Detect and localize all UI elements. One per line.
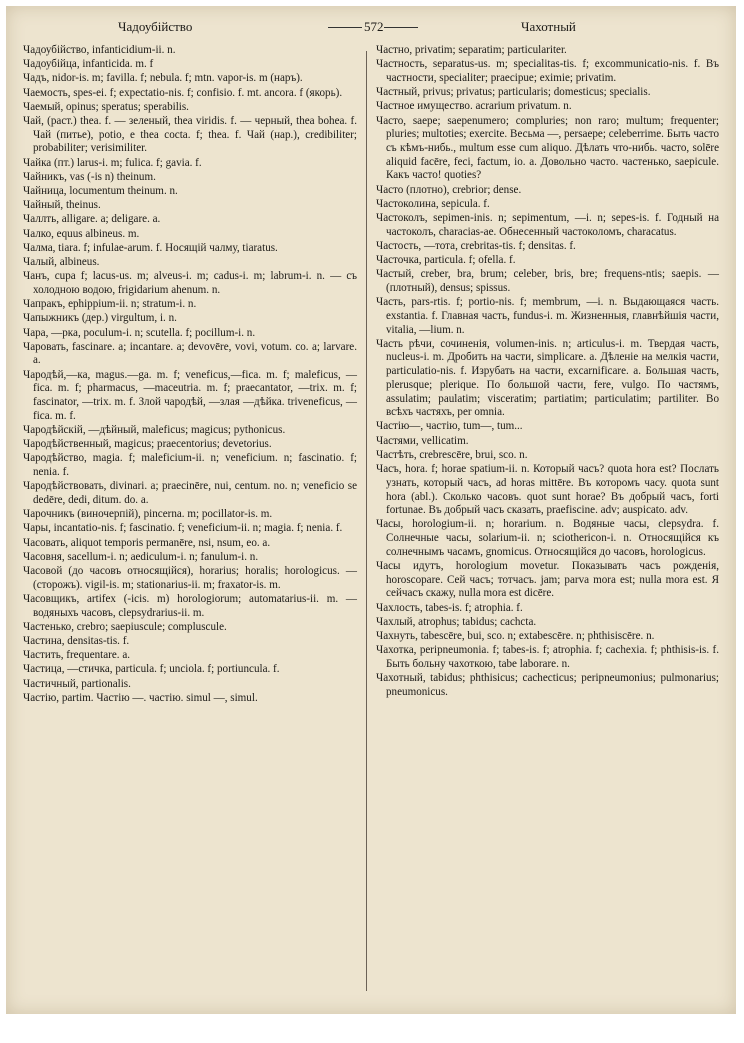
dictionary-entry: Чары, incantatio-nis. f; fascinatio. f; veneficium-ii. n; magia. f; nenia. f. (23, 522, 343, 535)
dictionary-entry: Чарочникъ (виночерпій), pincerna. m; pocillator-is. m. (23, 508, 273, 521)
dictionary-entry: Частенько, crebro; saepiuscule; compluscule. (23, 620, 227, 633)
right-column (376, 44, 719, 700)
dictionary-entry: Часовой (до часовъ относящійся), horarius; horalis; horologicus. — (сторожъ). vigil-is. m; stationarius-ii. m; fraxator-is. m. (23, 565, 357, 591)
dictionary-entry: Чалый, albineus. (23, 256, 100, 269)
dictionary-entry: Чародѣйственный, magicus; praecentorius; devetorius. (23, 438, 272, 451)
dictionary-entry: Частость, —тота, crebritas-tis. f; densitas. f. (376, 239, 576, 252)
dictionary-entry: Частичный, partionalis. (23, 677, 131, 690)
dictionary-entry: Часы идутъ, horologium movetur. Показывать часъ рожденія, horoscopare. Сей часъ; тотчасъ. jam; parva mora est; nulla mora est. Я сейчасъ скажу, nulla mora est dicēre. (376, 560, 719, 600)
dictionary-entry: Часть, pars-rtis. f; portio-nis. f; membrum, —i. n. Выдающаяся часть. exstantia. f. Главная часть, fundus-i. m. Жизненныя, главнѣйшія части, vitalia, —lium. n. (376, 296, 719, 336)
dictionary-entry: Чайница, locumentum theinum. n. (23, 185, 178, 198)
dictionary-entry: Чародѣйство, magia. f; maleficium-ii. n; veneficium. n; fascinatio. f; nenia. f. (23, 452, 357, 479)
dictionary-entry: Чалма, tiara. f; infulae-arum. f. Носящій чалму, tiaratus. (23, 241, 278, 254)
dictionary-entry: Частоколъ, sepimen-inis. n; sepimentum, —i. n; sepes-is. f. Годный на частоколъ, characias-ae. Обнесенный частоколомъ, characatus. (376, 211, 719, 238)
dictionary-entry: Чайный, theinus. (23, 199, 101, 212)
dictionary-entry: Частый, creber, bra, brum; celeber, bris, bre; frequens-ntis; saepis. — (плотный), densus; spissus. (376, 268, 719, 294)
dictionary-entry: Чайка (пт.) larus-i. m; fulica. f; gavia. f. (23, 156, 202, 169)
dictionary-entry: Чародѣй,—ка, magus.—ga. m. f; veneficus,—fica. m. f; maleficus, —fica. m. f; pharmacus, —maceutria. m. f; praecantator, —trix. m. f; fascinator, —trix. m. f. Злой чародѣй, —злая —дѣйка. triveneficus, —fica. m. f. (23, 368, 357, 422)
left-column (23, 44, 357, 706)
dictionary-entry: Часовать, aliquot temporis permanēre, nsi, nsum, eo. a. (23, 536, 271, 549)
dictionary-entry: Чанъ, cupa f; lacus-us. m; alveus-i. m; cadus-i. m; labrum-i. n. — съ холодною водою, frigidarium ahenum. n. (23, 270, 357, 296)
dictionary-entry: Чаллть, alligare. a; deligare. a. (23, 213, 161, 226)
right-running-head: Чахотный (521, 19, 576, 34)
dictionary-entry: Часточка, particula. f; ofella. f. (376, 254, 516, 267)
dictionary-entry: Частное имущество. acrarium privatum. n. (376, 100, 572, 113)
dictionary-entry: Частность, separatus-us. m; specialitas-tis. f; excommunicatio-nis. f. Въ частности, specialiter; praecipue; eximie; privatim. (376, 58, 719, 84)
dictionary-entry: Чахлость, tabes-is. f; atrophia. f. (376, 601, 523, 614)
header-rule-right (384, 27, 418, 28)
dictionary-entry: Чародѣйствовать, divinari. a; praecinēre, nui, centum. no. n; veneficio se dedēre, dedi, ditum. do. a. (23, 480, 357, 506)
dictionary-entry: Чадъ, nidor-is. m; favilla. f; nebula. f; mtn. vapor-is. m (наръ). (23, 72, 303, 85)
dictionary-entry: Часъ, hora. f; horae spatium-ii. n. Который часъ? quota hora est? Послать узнать, который часъ, ad horas mittēre. Въ которомъ часу. quota sunt hora (abl.). Сколько часовъ. quot sunt horae? Въ добрый часъ, forti fortunae. Въ добрый часъ сказать, praefiscine. adv; auspicato. adv. (376, 463, 719, 517)
dictionary-entry: Чахотный, tabidus; phthisicus; cachecticus; peripneumonius; pulmonarius; pneumonicus. (376, 672, 719, 698)
dictionary-entry: Чадоубійца, infanticida. m. f (23, 58, 154, 71)
dictionary-entry: Частями, vellicatim. (376, 434, 469, 447)
dictionary-entry: Часть рѣчи, сочиненія, volumen-inis. n; articulus-i. m. Твердая часть, nucleus-i. m. Дробить на части, simplicare. a. Дѣленіе на мелкія части, particulatio-nis. f. Изрубать на части, excarnificare. a. Большая часть, plerusque; plerique. По большой части, fere, vulgo. По частямъ, assulatim; paulatim; visceratim; partiatim; particulatim; partiliter. Во всѣхъ частяхъ, per omnia. (376, 337, 719, 419)
dictionary-entry: Частію—, частію, tum—, tum... (376, 420, 523, 433)
dictionary-entry: Частоколина, sepicula. f. (376, 197, 490, 210)
dictionary-entry: Часы, horologium-ii. n; horarium. n. Водяные часы, clepsydra. f. Солнечные часы, solarium-ii. n; sciothericon-i. n. Относящійся къ солнечнымъ часамъ, gnomicus. Относящійся до часовъ, horologicus. (376, 518, 719, 558)
dictionary-entry: Чахотка, peripneumonia. f; tabes-is. f; atrophia. f; cachexia. f; phthisis-is. f. Быть больну чахоткою, tabe laborare. n. (376, 644, 719, 670)
dictionary-page (6, 6, 736, 1014)
dictionary-entry: Чапыжникъ (дер.) virgultum, i. n. (23, 312, 177, 325)
dictionary-entry: Чай, (раст.) thea. f. — зеленый, thea viridis. f. — черный, thea bohea. f. Чай (питье), potio, e thea cocta. f; thea. f. Чай (нар.), credibiliter; probabiliter; verisimiliter. (23, 115, 357, 155)
dictionary-entry: Чаемый, opinus; speratus; sperabilis. (23, 100, 189, 113)
dictionary-entry: Часто, saepe; saepenumero; compluries; non raro; multum; frequenter; pluries; multoties; exercite. Весьма —, persaepe; celeberrime. Быть часто съ кѣмъ-нибь., multum esse cum aliquo. Дѣлать что-нибь. часто, solēre aliquid facēre, feci, factum, io. a. Довольно часто. частенько, saepicule. Какъ часто! quoties? (376, 114, 719, 182)
page-header (6, 19, 736, 39)
dictionary-entry: Чара, —рка, poculum-i. n; scutella. f; pocillum-i. n. (23, 326, 256, 339)
dictionary-entry: Чаемость, spes-ei. f; expectatio-nis. f; confisio. f. mt. ancora. f (якорь). (23, 86, 343, 99)
page-number: 572 (364, 19, 384, 34)
dictionary-entry: Частѣть, crebrescēre, brui, sco. n. (376, 448, 528, 461)
dictionary-entry: Чайникъ, vas (-is n) theinum. (23, 170, 156, 183)
dictionary-entry: Частный, privus; privatus; particularis; domesticus; specialis. (376, 86, 651, 99)
dictionary-entry: Частина, densitas-tis. f. (23, 635, 130, 648)
dictionary-entry: Часовщикъ, artifex (-icis. m) horologiorum; automatarius-ii. m. — водяныхъ часовъ, clepsydrarius-ii. m. (23, 592, 357, 619)
left-running-head: Чадоубійство (118, 19, 193, 34)
dictionary-entry: Часто (плотно), crebrior; dense. (376, 183, 522, 196)
dictionary-entry: Чародѣйскій, —дѣйный, maleficus; magicus; pythonicus. (23, 423, 286, 436)
dictionary-entry: Частица, —стичка, particula. f; unciola. f; portiuncula. f. (23, 663, 280, 676)
column-divider (366, 51, 367, 991)
dictionary-entry: Чахлый, atrophus; tabidus; cachcta. (376, 615, 537, 628)
header-rule-left (328, 27, 362, 28)
dictionary-entry: Чадоубійство, infanticidium-ii. n. (23, 44, 176, 56)
dictionary-entry: Чалко, equus albineus. m. (23, 227, 140, 240)
dictionary-entry: Частно, privatim; separatim; particulariter. (376, 44, 567, 56)
dictionary-entry: Чапракъ, ephippium-ii. n; stratum-i. n. (23, 298, 197, 311)
dictionary-entry: Частить, frequentare. a. (23, 649, 131, 662)
dictionary-entry: Чахнуть, tabescēre, bui, sco. n; extabescēre. n; phthisiscēre. n. (376, 630, 655, 643)
dictionary-entry: Часовня, sacellum-i. n; aediculum-i. n; fanulum-i. n. (23, 550, 259, 563)
dictionary-entry: Чаровать, fascinare. a; incantare. a; devovēre, vovi, votum. co. a; larvare. a. (23, 340, 357, 367)
dictionary-entry: Частію, partim. Частію —. частію. simul —, simul. (23, 691, 258, 704)
